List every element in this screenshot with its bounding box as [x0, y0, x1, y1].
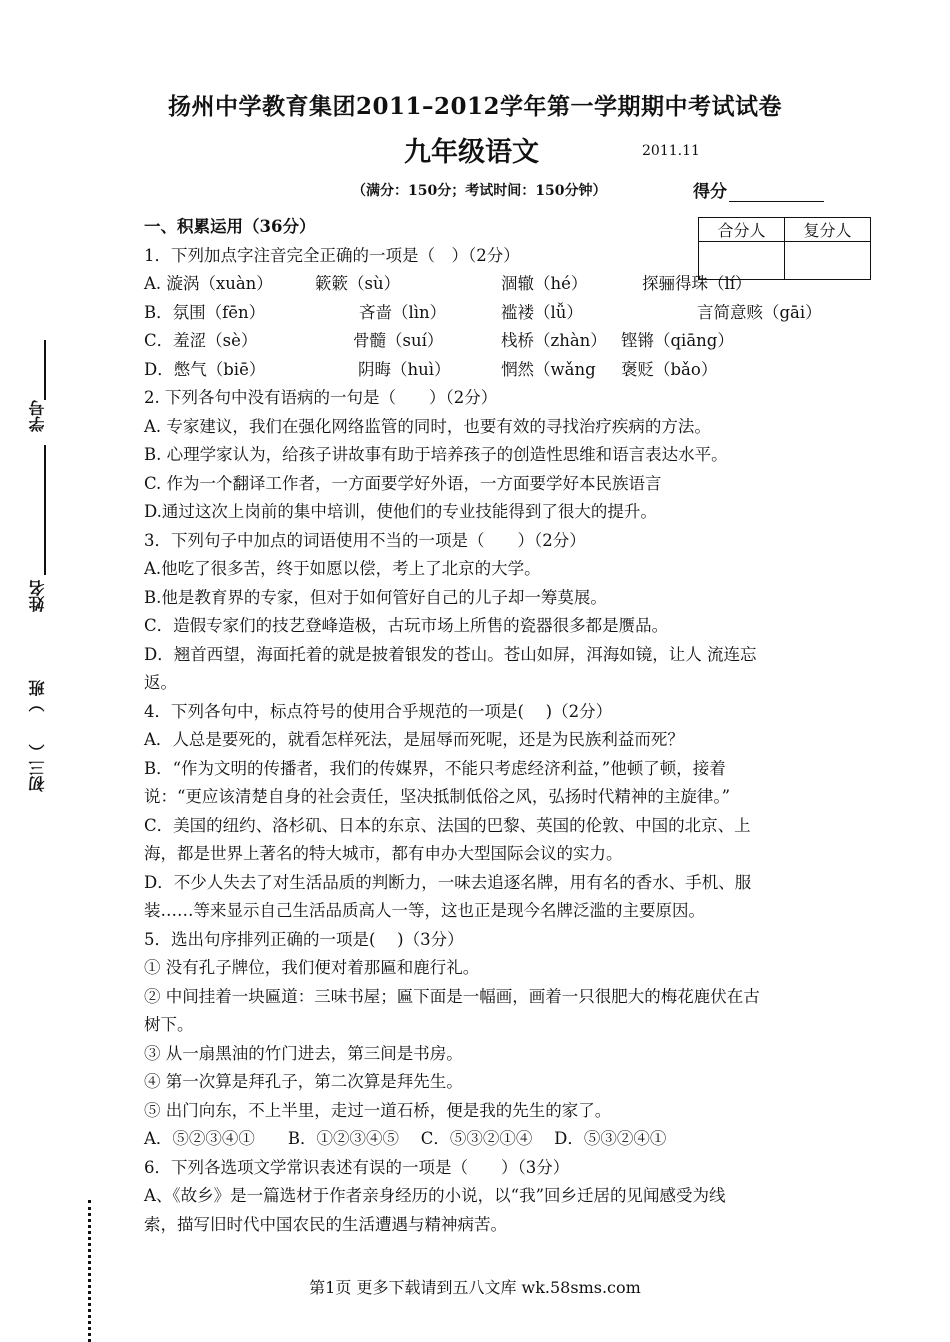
option-line: A．⑤②③④① B．①②③④⑤ C．⑤③②①④ D．⑤③②④① — [144, 1129, 667, 1148]
option-line: A. 专家建议，我们在强化网络监管的同时，也要有效的寻找治疗疾病的方法。 — [144, 416, 711, 436]
question-stem: 2. 下列各句中没有语病的一句是（ ）（2分） — [144, 388, 498, 407]
option-row: A. 漩涡（xuàn） 簌簌（sù） 涸辙（hé） 探骊得珠（lí） — [144, 274, 752, 293]
option-line: B. 心理学家认为，给孩子讲故事有助于培养孩子的创造性思维和语言表达水平。 — [144, 445, 728, 464]
sidebar-class: 初三（ ）班 — [28, 680, 47, 792]
question-stem: 6．下列各选项文学常识表述有误的一项是（ ）（3分） — [144, 1157, 570, 1177]
score-field — [693, 177, 824, 202]
binding-dotted-line — [88, 1200, 91, 1342]
exam-title: 扬州中学教育集团2011–2012学年第一学期期中考试试卷 — [167, 93, 783, 120]
option-line: A、《故乡》是一篇选材于作者亲身经历的小说，以“我”回乡迁居的见闻感受为线 — [144, 1186, 726, 1205]
option-line: D．翘首西望，海面托着的就是披着银发的苍山。苍山如屏，洱海如镜，让人 流连忘 — [144, 644, 757, 664]
option-row: C．羞涩（sè） 骨髓（suí） 栈桥（zhàn） 铿锵（qiāng） — [144, 331, 734, 350]
option-line: 装……等来显示自己生活品质高人一等，这也正是现今名牌泛滥的主要原因。 — [144, 901, 705, 920]
grader-col1: 合分人 — [699, 218, 785, 242]
question-stem: 4．下列各句中，标点符号的使用合乎规范的一项是( )（2分） — [144, 701, 613, 721]
page-footer: 第1页 更多下载请到五八文库 wk.58sms.com — [309, 1278, 641, 1297]
question-stem: 1．下列加点字注音完全正确的一项是（ ）（2分） — [144, 245, 520, 265]
score-label: 得分 — [693, 182, 727, 202]
option-line: 海，都是世界上著名的特大城市，都有申办大型国际会议的实力。 — [144, 844, 623, 863]
exam-date: 2011.11 — [642, 143, 700, 159]
section-heading: 一、积累运用（36分） — [144, 217, 316, 236]
question-stem: 5．选出句序排列正确的一项是( )（3分） — [144, 929, 464, 949]
sentence-line: ⑤ 出门向东，不上半里，走过一道石桥，便是我的先生的家了。 — [144, 1100, 612, 1120]
student-no-blank — [44, 340, 46, 400]
sidebar-name: 姓名 — [28, 580, 47, 612]
score-blank — [729, 185, 824, 202]
exam-content — [144, 213, 858, 1239]
sentence-line: ④ 第一次算是拜孔子，第二次算是拜先生。 — [144, 1072, 463, 1091]
option-line: B.他是教育界的专家，但对于如何管好自己的儿子却一筹莫展。 — [144, 587, 607, 607]
sidebar-student-no: 学号 — [28, 400, 47, 432]
question-stem: 3．下列句子中加点的词语使用不当的一项是（ ）（2分） — [144, 530, 586, 550]
option-row: B．氛围（fēn） 吝啬（lìn） 褴褛（lǚ） 言简意赅（gāi） — [144, 302, 822, 322]
option-line: 索，描写旧时代中国农民的生活遭遇与精神病苦。 — [144, 1214, 507, 1234]
sentence-line: ③ 从一扇黑油的竹门进去，第三间是书房。 — [144, 1043, 463, 1063]
option-line: C．美国的纽约、洛杉矶、日本的东京、法国的巴黎、英国的伦敦、中国的北京、上 — [144, 815, 751, 835]
name-blank-upper — [44, 445, 46, 575]
option-line: 说：“更应该清楚自身的社会责任，坚决抵制低俗之风，弘扬时代精神的主旋律。” — [144, 787, 731, 806]
sentence-line: ② 中间挂着一块匾道：三味书屋；匾下面是一幅画，画着一只很肥大的梅花鹿伏在古 — [144, 986, 760, 1006]
option-line: D.通过这次上岗前的集中培训，使他们的专业技能得到了很大的提升。 — [144, 502, 657, 521]
option-line: A．人总是要死的，就看怎样死法，是屈辱而死呢，还是为民族利益而死？ — [144, 730, 684, 749]
option-line: 返。 — [144, 673, 177, 692]
grader-col2: 复分人 — [785, 218, 871, 242]
exam-info: （满分：150分；考试时间：150分钟） — [352, 183, 607, 199]
option-row: D．憋气（biē） 阴晦（huì） 惘然（wǎng 褒贬（bǎo） — [144, 359, 718, 379]
option-line: C．造假专家们的技艺登峰造极，古玩市场上所售的瓷器很多都是赝品。 — [144, 616, 669, 635]
option-line: D．不少人失去了对生活品质的判断力，一味去追逐名牌，用有名的香水、手机、服 — [144, 872, 752, 892]
sentence-line: ① 没有孔子牌位，我们便对着那匾和鹿行礼。 — [144, 958, 480, 977]
option-line: B．“作为文明的传播者，我们的传媒界，不能只考虑经济利益，”他顿了顿，接着 — [144, 758, 726, 778]
sentence-line: 树下。 — [144, 1015, 194, 1034]
option-line: C. 作为一个翻译工作者，一方面要学好外语，一方面要学好本民族语言 — [144, 473, 662, 493]
option-line: A.他吃了很多苦，终于如愿以偿，考上了北京的大学。 — [144, 559, 541, 578]
exam-subtitle: 九年级语文 — [404, 137, 539, 168]
